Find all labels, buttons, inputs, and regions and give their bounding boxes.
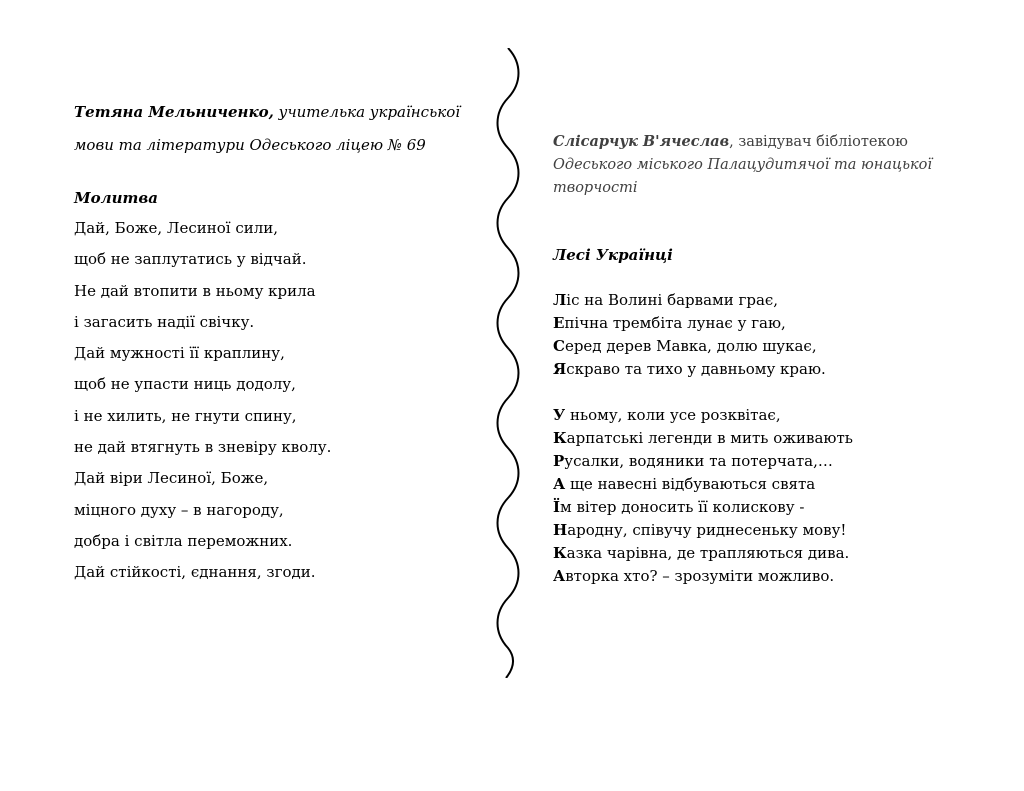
acrostic-rest: еред дерев Мавка, долю шукає, xyxy=(564,337,817,355)
acrostic-initial: У xyxy=(553,406,566,424)
wavy-divider-line xyxy=(498,48,519,678)
right-author-line-1 xyxy=(553,130,973,154)
right-institution-line-1: Одеського міського Палацудитячої та юнацької xyxy=(553,157,933,173)
left-poem-line: добра і світла переможних. xyxy=(74,531,293,550)
acrostic-line xyxy=(553,289,973,312)
left-poem-line: міцного духу – в нагороду, xyxy=(74,500,284,519)
acrostic-rest: вторка хто? – зрозуміти можливо. xyxy=(565,567,835,585)
left-poem-line: Дай стійкості, єднання, згоди. xyxy=(74,563,316,582)
acrostic-rest: пічна трембіта лунає у гаю, xyxy=(564,314,786,332)
acrostic-initial: С xyxy=(553,337,565,355)
acrostic-rest: ще навесні відбуваються свята xyxy=(565,475,816,493)
acrostic-line xyxy=(553,473,973,496)
acrostic-line xyxy=(553,427,973,450)
acrostic-line xyxy=(553,519,973,542)
acrostic-line xyxy=(553,404,973,427)
acrostic-rest: усалки, водяники та потерчата,… xyxy=(564,452,833,470)
acrostic-initial: Р xyxy=(553,452,565,470)
left-poem-line: щоб не заплутатись у відчай. xyxy=(74,250,307,269)
left-poem-line: і не хилить, не гнути спину, xyxy=(74,406,297,425)
left-author-block xyxy=(74,96,484,162)
left-poem-line: і загасить надії свічку. xyxy=(74,312,255,331)
left-poem-body xyxy=(74,213,484,589)
acrostic-line xyxy=(553,358,973,381)
left-poem-line: щоб не упасти ниць додолу, xyxy=(74,375,296,394)
left-poem-line: Не дай втопити в ньому крила xyxy=(74,281,316,300)
acrostic-initial: Н xyxy=(553,521,568,539)
acrostic-line xyxy=(553,542,973,565)
left-author-role-2: мови та літератури Одеського ліцею № 69 xyxy=(74,136,426,154)
right-author-role: , завідувач бібліотекою xyxy=(729,134,908,150)
acrostic-initial: Е xyxy=(553,314,565,332)
acrostic-line xyxy=(553,312,973,335)
right-stanza-1 xyxy=(553,289,973,381)
acrostic-initial: Ї xyxy=(553,498,561,516)
acrostic-initial: А xyxy=(553,567,566,585)
right-stanza-2 xyxy=(553,404,973,588)
acrostic-rest: ньому, коли усе розквітає, xyxy=(565,406,781,424)
left-author-role-1: учителька української xyxy=(273,103,461,121)
right-author-name: Слісарчук В'ячеслав xyxy=(553,133,730,150)
acrostic-initial: К xyxy=(553,544,567,562)
acrostic-rest: арпатські легенди в мить оживають xyxy=(566,429,853,447)
right-poem-column xyxy=(553,130,973,588)
acrostic-initial: Я xyxy=(553,360,567,378)
acrostic-line xyxy=(553,565,973,588)
left-poem-line: Дай мужності її краплину, xyxy=(74,344,285,363)
acrostic-rest: м вітер доносить її колискову - xyxy=(560,498,805,516)
acrostic-rest: скраво та тихо у давньому краю. xyxy=(566,360,826,378)
left-poem-line: Дай віри Лесиної, Боже, xyxy=(74,469,269,488)
left-author-line-1 xyxy=(74,96,484,129)
left-poem-column xyxy=(74,96,484,589)
wavy-divider xyxy=(488,48,528,678)
acrostic-rest: ародну, співучу риднесеньку мову! xyxy=(567,521,847,539)
right-poem-title: Лесі Українці xyxy=(553,246,673,264)
acrostic-initial: А xyxy=(553,475,566,493)
acrostic-line xyxy=(553,496,973,519)
acrostic-line xyxy=(553,335,973,358)
left-poem-line: не дай втягнуть в зневіру кволу. xyxy=(74,438,332,457)
right-institution-line-2: творчості xyxy=(553,180,638,196)
left-poem-line: Дай, Боже, Лесиної сили, xyxy=(74,219,279,237)
right-author-block xyxy=(553,130,973,200)
acrostic-line xyxy=(553,450,973,473)
left-poem-title: Молитва xyxy=(74,189,158,207)
acrostic-rest: іс на Волині барвами грає, xyxy=(566,291,779,309)
acrostic-rest: азка чарівна, де трапляються дива. xyxy=(566,544,850,562)
acrostic-initial: К xyxy=(553,429,567,447)
left-author-name: Тетяна Мельниченко, xyxy=(74,103,274,121)
acrostic-initial: Л xyxy=(553,291,567,309)
